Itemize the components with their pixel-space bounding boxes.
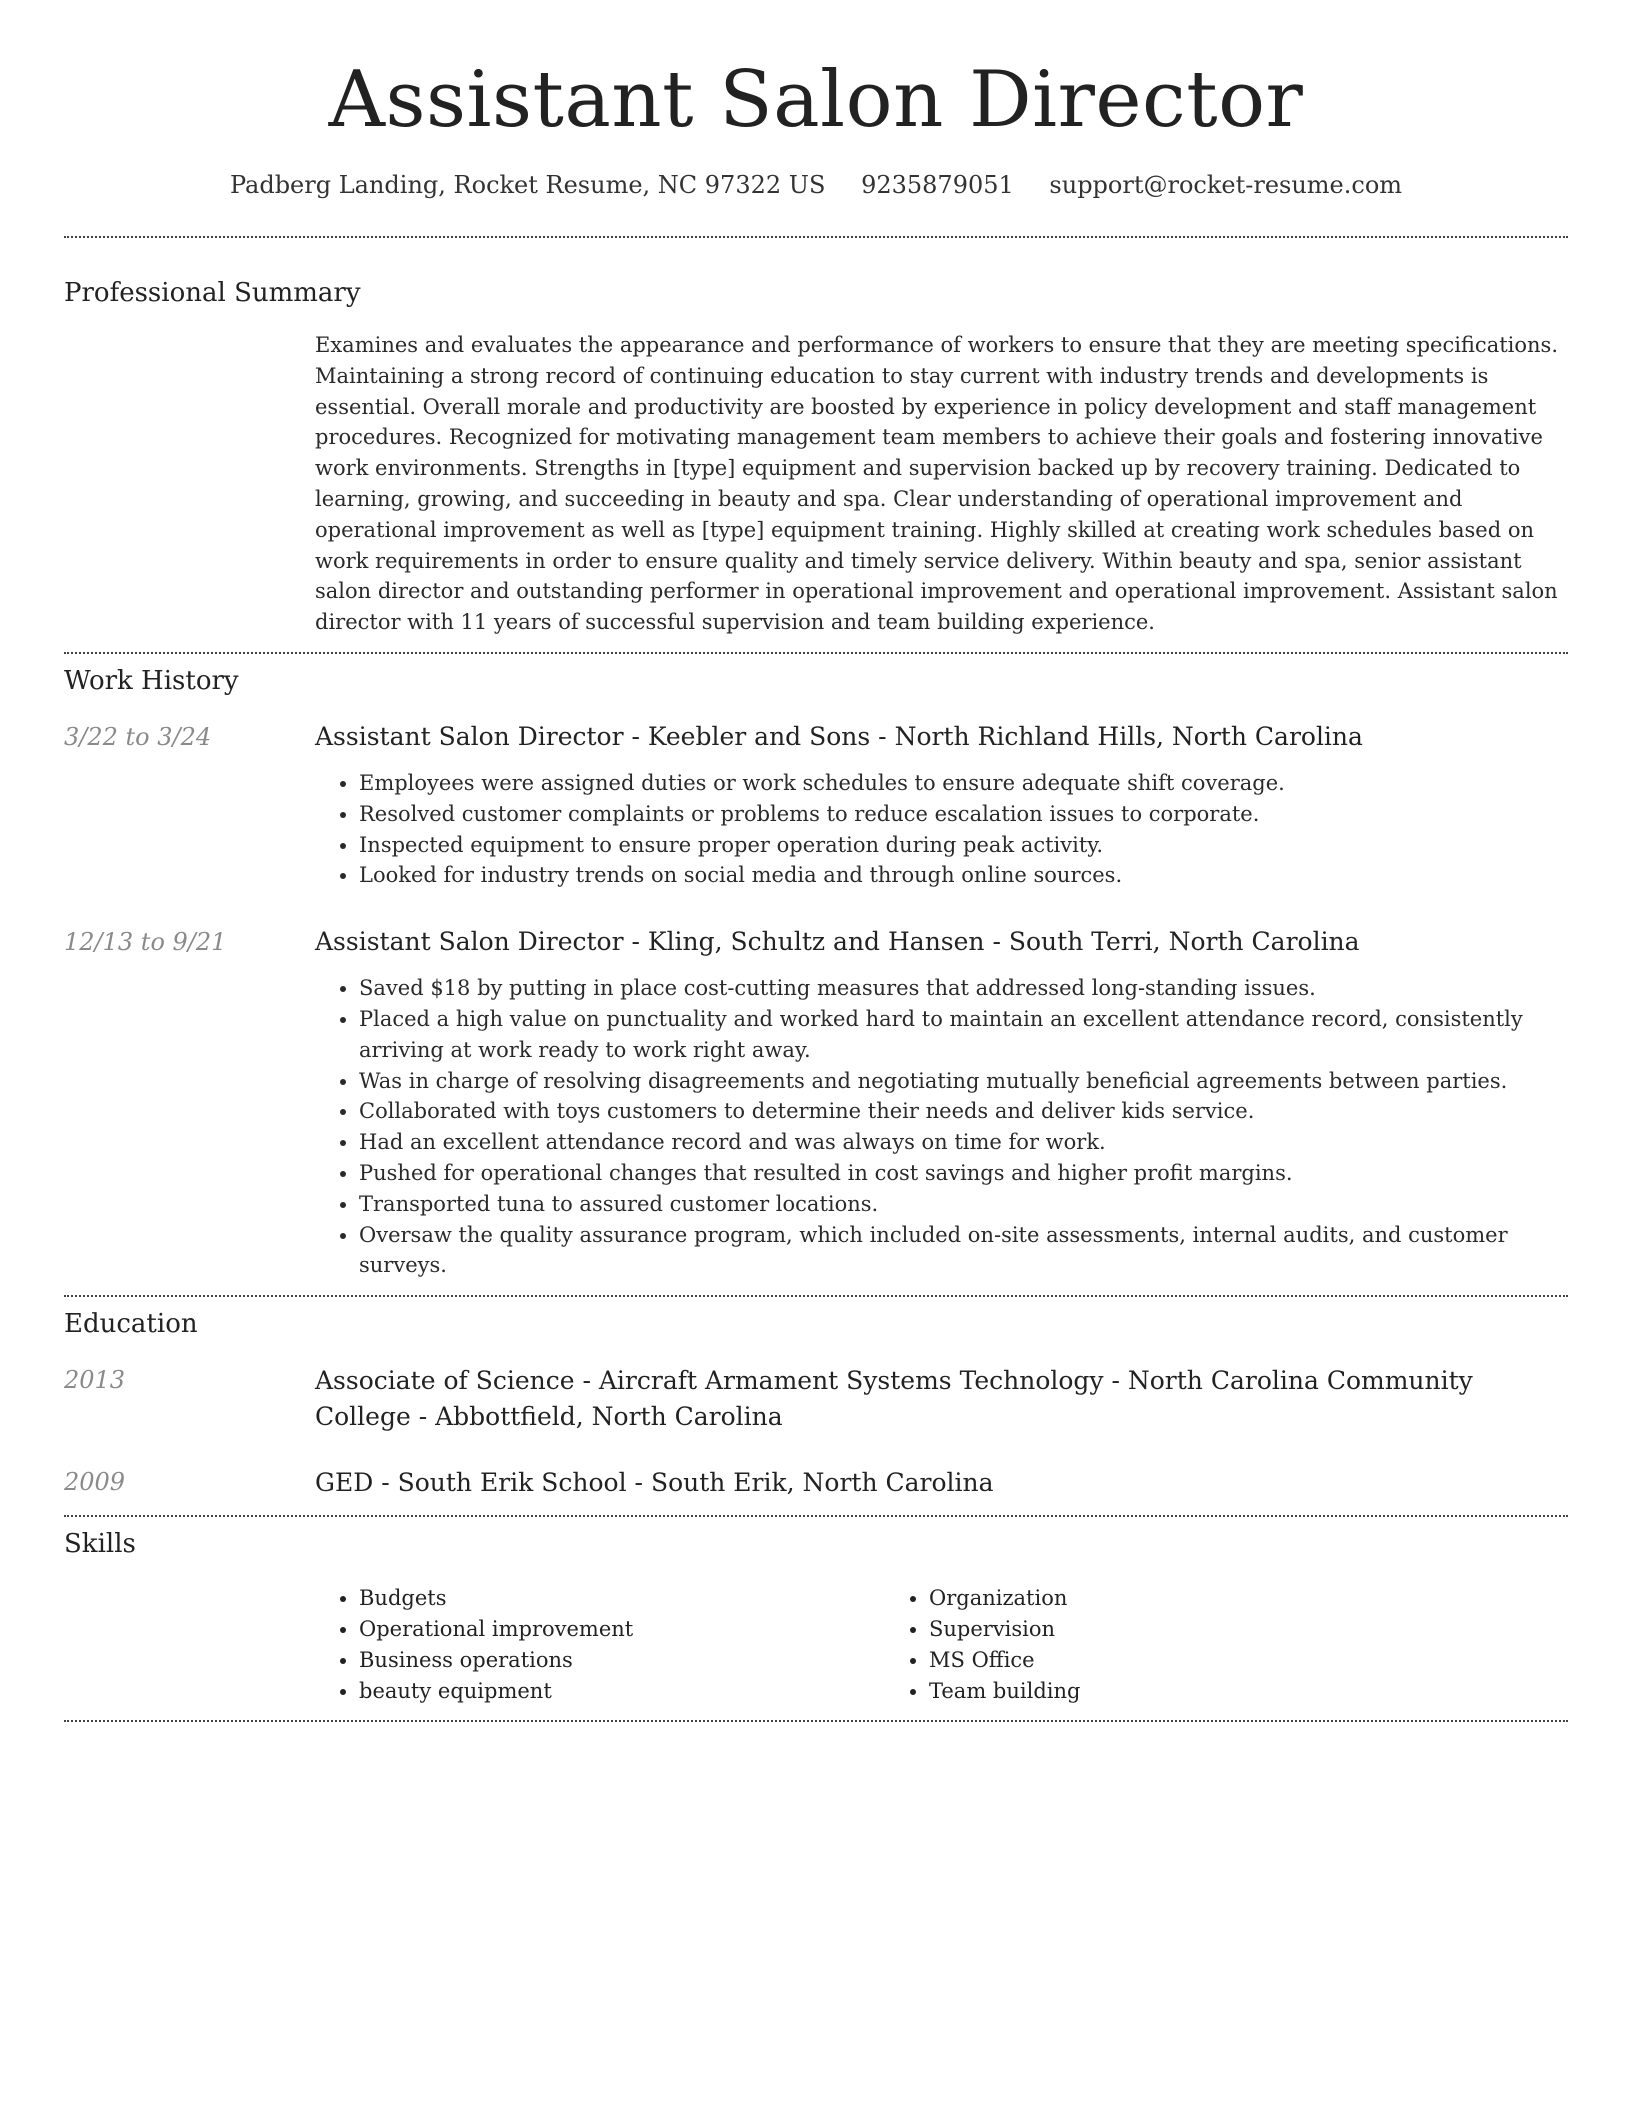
summary-title: Professional Summary [64, 278, 361, 308]
list-item: • Oversaw the quality assurance program, which included on-site assessments, internal audits, and customer surveys. [359, 1220, 1568, 1282]
skill-item: • beauty equipment [359, 1676, 885, 1707]
list-item: • Had an excellent attendance record and was always on time for work. [359, 1127, 1568, 1158]
job-dates: 3/22 to 3/24 [64, 722, 212, 751]
list-item: • Collaborated with toys customers to determine their needs and deliver kids service. [359, 1096, 1568, 1127]
education-section [64, 1297, 1568, 1501]
education-year: 2009 [64, 1468, 126, 1497]
skill-item: • Supervision [929, 1614, 1080, 1645]
list-item: • Inspected equipment to ensure proper operation during peak activity. [359, 830, 1568, 861]
skills-column-1 [315, 1583, 885, 1706]
skills-title: Skills [64, 1529, 136, 1560]
list-item: • Looked for industry trends on social media and through online sources. [359, 860, 1568, 891]
education-entry [64, 1363, 1568, 1435]
contact-phone: 9235879051 [861, 171, 1014, 199]
work-title: Work History [64, 665, 239, 696]
education-year: 2013 [64, 1366, 126, 1395]
skill-item: • Operational improvement [359, 1614, 885, 1645]
skills-column-2 [885, 1583, 1080, 1706]
skills-section [64, 1517, 1568, 1706]
skill-item: • MS Office [929, 1645, 1080, 1676]
skill-item: • Organization [929, 1583, 1080, 1614]
contact-address: Padberg Landing, Rocket Resume, NC 97322 US [229, 171, 826, 199]
work-section [64, 654, 1568, 1281]
education-title: Education [64, 1309, 198, 1340]
job-bullets [315, 768, 1568, 891]
list-item: • Resolved customer complaints or problems to reduce escalation issues to corporate. [359, 799, 1568, 830]
skill-item: • Budgets [359, 1583, 885, 1614]
education-heading: GED - South Erik School - South Erik, North Carolina [315, 1468, 994, 1498]
list-item: • Placed a high value on punctuality and worked hard to maintain an excellent attendance record, consistently arriving at work ready to work right away. [359, 1004, 1568, 1066]
job-entry [64, 925, 1568, 1281]
education-heading: Associate of Science - Aircraft Armament Systems Technology - North Carolina Community College - Abbottfield, North Carolina [315, 1366, 1473, 1432]
job-dates: 12/13 to 9/21 [64, 928, 227, 957]
skill-item: • Team building [929, 1676, 1080, 1707]
education-entry [64, 1465, 1568, 1501]
contact-email: support@rocket-resume.com [1049, 171, 1403, 199]
candidate-name: Assistant Salon Director [328, 55, 1304, 145]
list-item: • Pushed for operational changes that resulted in cost savings and higher profit margins. [359, 1158, 1568, 1189]
summary-section [64, 238, 1568, 638]
list-item: • Was in charge of resolving disagreements and negotiating mutually beneficial agreements between parties. [359, 1066, 1568, 1097]
list-item: • Employees were assigned duties or work schedules to ensure adequate shift coverage. [359, 768, 1568, 799]
summary-text: Examines and evaluates the appearance and performance of workers to ensure that they are meeting specifications. Maintaining a strong record of continuing education to stay current with industry trends and developments is essential. Overall morale and productivity are boosted by experience in policy development and staff management procedures. Recognized for motivating management team members to achieve their goals and fostering innovative work environments. Strengths in [type] equipment and supervision backed up by recovery training. Dedicated to learning, growing, and succeeding in beauty and spa. Clear understanding of operational improvement and operational improvement as well as [type] equipment training. Highly skilled at creating work schedules based on work requirements in order to ensure quality and timely service delivery. Within beauty and spa, senior assistant salon director and outstanding performer in operational improvement and operational improvement. Assistant salon director with 11 years of successful supervision and team building experience. [315, 333, 1558, 635]
job-heading: Assistant Salon Director - Keebler and Sons - North Richland Hills, North Carolina [315, 721, 1363, 751]
skills-divider [64, 1720, 1568, 1722]
skill-item: • Business operations [359, 1645, 885, 1676]
resume-header [64, 0, 1568, 202]
contact-line [64, 168, 1568, 202]
job-heading: Assistant Salon Director - Kling, Schultz and Hansen - South Terri, North Carolina [315, 927, 1360, 957]
job-bullets [315, 973, 1568, 1281]
skills-grid [315, 1583, 1568, 1706]
list-item: • Saved $18 by putting in place cost-cutting measures that addressed long-standing issues. [359, 973, 1568, 1004]
list-item: • Transported tuna to assured customer locations. [359, 1189, 1568, 1220]
job-entry [64, 720, 1568, 891]
